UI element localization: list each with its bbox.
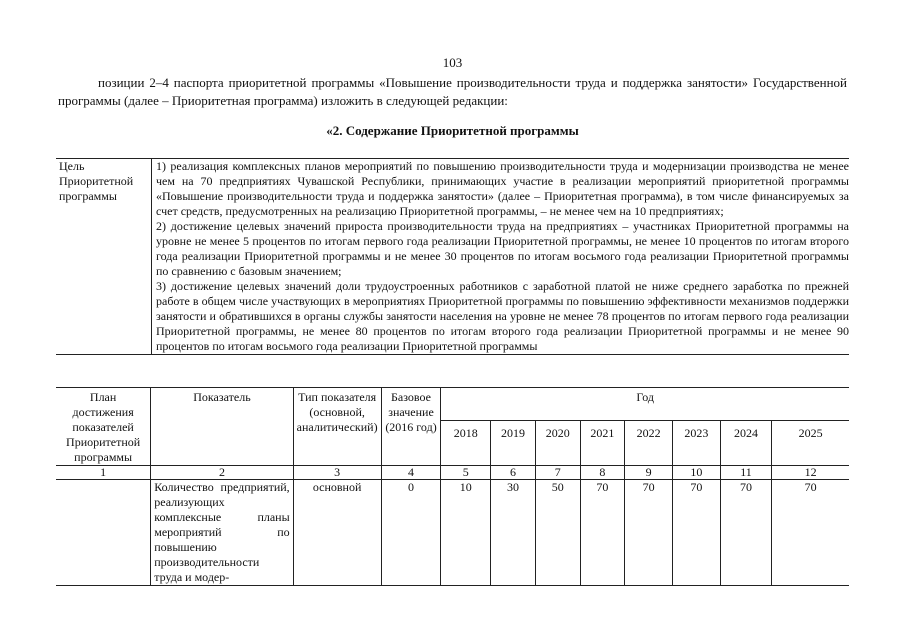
goals-table — [56, 158, 849, 355]
row-value: 70 — [580, 480, 625, 586]
goal-item-2: 2) достижение целевых значений прироста производительности труда на предприятиях – участниках Приоритетной программы на уровне не менее 5 процентов по итогам первого года реализации Приоритетной программы, не менее 10 процентов по итогам второго года реализации Приоритетной программы и не менее 30 процентов по итогам восьмого года реализации Приоритетной программы по сравнению с базовым значением; — [156, 219, 849, 278]
goal-item-3: 3) достижение целевых значений доли трудоустроенных работников с заработной платой не ниже среднего заработка по прежней работе в общем числе участвующих в мероприятиях Приоритетной программы по повышению эффективности механизмов поддержки занятости и обратившихся в органы службы занятости населения на уровне не менее 78 процентов по итогам первого года реализации Приоритетной программы, не менее 80 процентов по итогам второго года реализации Приоритетной программы и не менее 90 процентов по итогам восьмого года реализации Приоритетной программы — [156, 279, 849, 353]
row-plan — [56, 480, 151, 586]
table-row — [56, 480, 849, 586]
goals-label: Цель Приоритетной программы — [56, 159, 152, 355]
year-cell: 2022 — [625, 421, 673, 466]
row-type: основной — [293, 480, 381, 586]
header-base: Базовое значение (2016 год) — [381, 388, 441, 466]
row-value: 70 — [720, 480, 772, 586]
row-base: 0 — [381, 480, 441, 586]
year-cell: 2023 — [672, 421, 720, 466]
year-cell: 2018 — [441, 421, 491, 466]
year-cell: 2020 — [535, 421, 580, 466]
header-type: Тип показателя (основной, аналитический) — [293, 388, 381, 466]
year-cell: 2019 — [491, 421, 536, 466]
col-number: 5 — [441, 466, 491, 480]
col-number: 4 — [381, 466, 441, 480]
col-number: 8 — [580, 466, 625, 480]
year-cell: 2021 — [580, 421, 625, 466]
header-row — [56, 388, 849, 421]
goals-text — [152, 159, 850, 355]
col-number: 6 — [491, 466, 536, 480]
col-number: 1 — [56, 466, 151, 480]
header-year: Год — [441, 388, 849, 421]
col-number: 7 — [535, 466, 580, 480]
col-number: 3 — [293, 466, 381, 480]
row-value: 30 — [491, 480, 536, 586]
goal-item-1: 1) реализация комплексных планов мероприятий по повышению производительности труда и модернизации производства не менее чем на 70 предприятиях Чувашской Республики, принимающих участие в реализации мероприятий приоритетной программы «Повышение производительности труда и поддержка занятости» (далее – Приоритетная программа), в том числе финансируемых за счет средств, предусмотренных на реализацию Приоритетной программы, – не менее чем на 10 предприятиях; — [156, 159, 849, 218]
row-indicator: Количество предприятий, реализующих комплексные планы мероприятий по повышению производительности труда и модер- — [151, 480, 293, 586]
col-number: 10 — [672, 466, 720, 480]
row-value: 10 — [441, 480, 491, 586]
col-number: 2 — [151, 466, 293, 480]
year-cell: 2025 — [772, 421, 849, 466]
page-number: 103 — [442, 55, 463, 70]
row-value: 70 — [625, 480, 673, 586]
row-value: 70 — [672, 480, 720, 586]
header-indicator: Показатель — [151, 388, 293, 466]
column-numbers-row — [56, 466, 849, 480]
section-heading: «2. Содержание Приоритетной программы — [326, 123, 579, 138]
row-value: 50 — [535, 480, 580, 586]
col-number: 11 — [720, 466, 772, 480]
col-number: 9 — [625, 466, 673, 480]
row-value: 70 — [772, 480, 849, 586]
header-plan: План достижения показателей Приоритетной программы — [56, 388, 151, 466]
col-number: 12 — [772, 466, 849, 480]
intro-paragraph: позиции 2–4 паспорта приоритетной программы «Повышение производительности труда и поддержка занятости» Государственной программы (далее – Приоритетная программа) изложить в следующей редакции: — [58, 75, 847, 108]
year-cell: 2024 — [720, 421, 772, 466]
indicators-table — [56, 387, 849, 586]
goals-row — [56, 159, 849, 355]
